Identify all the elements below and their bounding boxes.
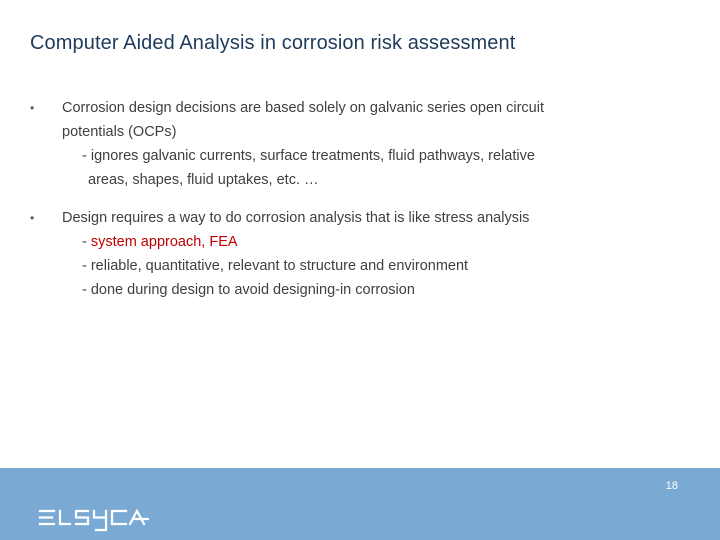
bullet-text: Design requires a way to do corrosion analysis that is like stress analysis xyxy=(62,210,530,226)
footer-bar xyxy=(0,468,720,540)
sub-item xyxy=(30,230,670,254)
highlight-text: system approach, FEA xyxy=(90,234,238,250)
page-number: 18 xyxy=(665,480,678,492)
sub-item-cont: areas, shapes, fluid uptakes, etc. … xyxy=(88,172,319,188)
bullet-item xyxy=(30,96,670,144)
sub-item: - reliable, quantitative, relevant to structure and environment xyxy=(82,258,469,274)
sub-prefix: - xyxy=(82,234,91,250)
elsyca-logo xyxy=(38,508,150,534)
bullet-text: Corrosion design decisions are based solely on galvanic series open circuit xyxy=(62,100,544,116)
bullet-item xyxy=(30,206,670,230)
bullet-marker: • xyxy=(30,211,35,225)
bullet-text-cont: potentials (OCPs) xyxy=(62,124,177,140)
bullet-list xyxy=(30,96,670,302)
sub-item: - ignores galvanic currents, surface treatments, fluid pathways, relative xyxy=(82,148,535,164)
slide-title: Computer Aided Analysis in corrosion risk assessment xyxy=(30,32,516,54)
sub-item: - done during design to avoid designing-in corrosion xyxy=(82,282,415,298)
bullet-marker: • xyxy=(30,101,35,115)
